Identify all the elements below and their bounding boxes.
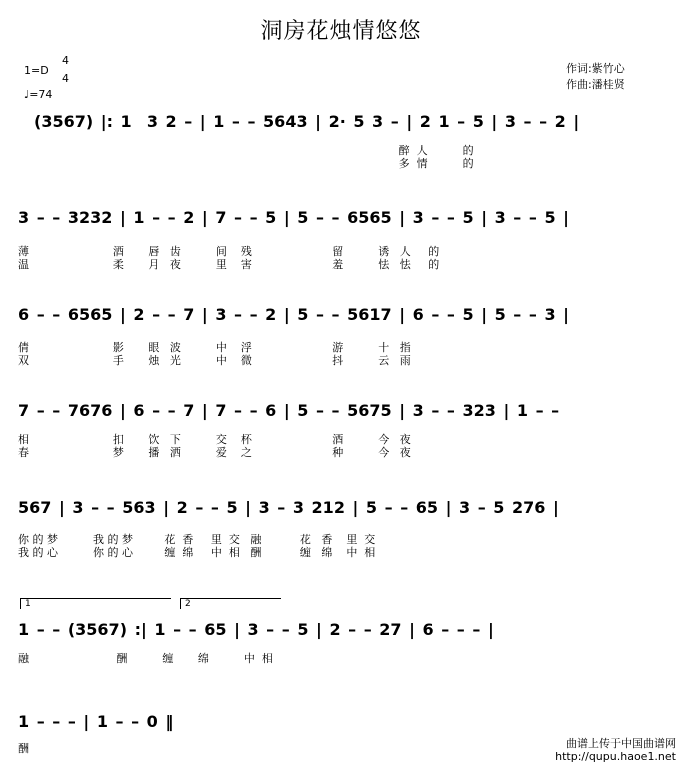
lyric-row-6-verse-1: 融 酬 缠 绵 中 相 xyxy=(18,652,273,665)
notes-row-6: 1 – – (3567) :| 1 – – 65 | 3 – – 5 | 2 – – 27 | 6 – – – | xyxy=(18,620,494,639)
source-watermark: 曲谱上传于中国曲谱网 http://qupu.haoe1.net xyxy=(555,737,676,763)
lyric-row-5-verse-1: 你 的 梦 我 的 梦 花 香 里 交 融 花 香 里 交 xyxy=(18,533,376,546)
notes-row-3: 6 – – 6565 | 2 – – 7 | 3 – – 2 | 5 – – 5617 | 6 – – 5 | 5 – – 3 | xyxy=(18,305,569,324)
lyric-row-4-verse-1: 相 扣 饮 下 交 杯 酒 今 夜 xyxy=(18,433,411,446)
page-title: 洞房花烛情悠悠 xyxy=(260,19,422,44)
tempo-mark: ♩=74 xyxy=(24,88,53,101)
score-row-4 xyxy=(0,401,682,461)
volta-bracket-1: 1 xyxy=(20,598,171,609)
notes-row-7: 1 – – – | 1 – – 0 ‖ xyxy=(18,712,174,731)
lyric-row-1-verse-1: 醉 人 的 xyxy=(0,144,474,157)
volta-bracket-2: 2 xyxy=(180,598,281,609)
lyric-row-1-verse-2: 多 情 的 xyxy=(0,157,474,170)
time-signature-top: 4 xyxy=(62,54,69,67)
notes-row-4: 7 – – 7676 | 6 – – 7 | 7 – – 6 | 5 – – 5675 | 3 – – 323 | 1 – – xyxy=(18,401,560,420)
lyric-row-4-verse-2: 春 梦 播 洒 爱 之 种 今 夜 xyxy=(18,446,411,459)
score-row-6 xyxy=(0,620,682,670)
lyricist: 作词:紫竹心 xyxy=(566,62,625,75)
composer: 作曲:潘桂贤 xyxy=(566,78,625,91)
lyric-row-7-verse-1: 酬 xyxy=(18,742,29,755)
notes-row-5: 567 | 3 – – 563 | 2 – – 5 | 3 – 3 212 | 5 – – 65 | 3 – 5 276 | xyxy=(18,498,559,517)
score-row-5 xyxy=(0,498,682,558)
score-row-2 xyxy=(0,208,682,271)
key-signature: 1=D xyxy=(24,64,49,77)
notes-row-1: (3567) |: 1 3 2 – | 1 – – 5643 | 2· 5 3 – | 2 1 – 5 | 3 – – 2 | xyxy=(34,112,580,131)
time-signature-bottom: 4 xyxy=(62,72,69,85)
score-row-1 xyxy=(0,112,682,172)
lyric-row-2-verse-1: 薄 酒 唇 齿 间 残 留 诱 人 的 xyxy=(18,245,440,258)
score-row-3 xyxy=(0,305,682,365)
lyric-row-3-verse-2: 双 手 烛 光 中 微 抖 云 雨 xyxy=(18,354,411,367)
lyric-row-2-verse-2: 温 柔 月 夜 里 害 羞 怯 怯 的 xyxy=(18,258,440,271)
notes-row-2: 3 – – 3232 | 1 – – 2 | 7 – – 5 | 5 – – 6565 | 3 – – 5 | 3 – – 5 | xyxy=(18,208,569,227)
lyric-row-3-verse-1: 倩 影 眼 波 中 浮 游 十 指 xyxy=(18,341,411,354)
lyric-row-5-verse-2: 我 的 心 你 的 心 缠 绵 中 相 酬 缠 绵 中 相 xyxy=(18,546,376,559)
